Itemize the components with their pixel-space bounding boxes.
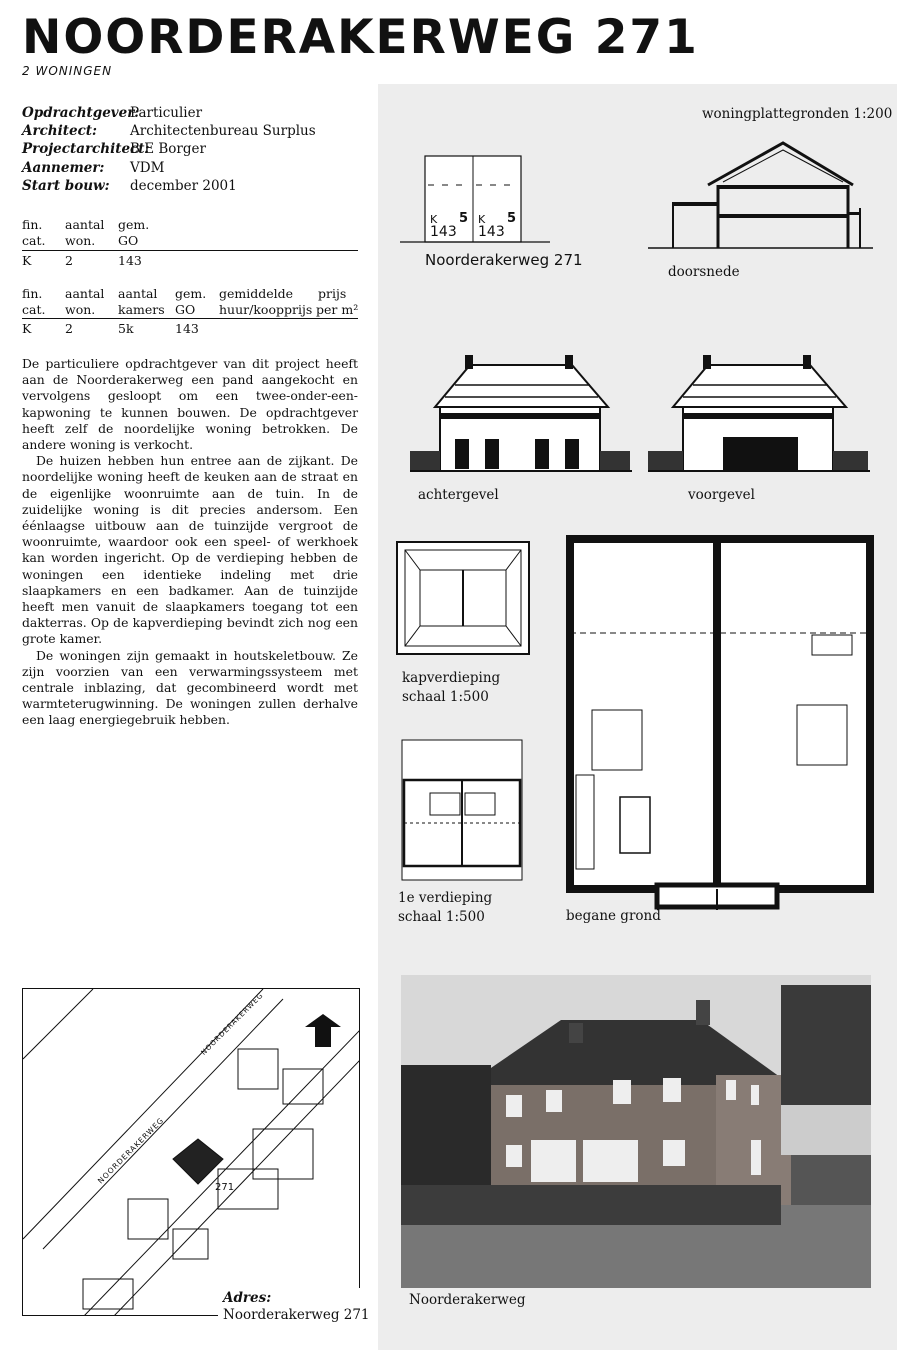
meta-value: december 2001 — [130, 177, 237, 194]
paragraph: De particuliere opdrachtgever van dit project heeft aan de Noorderakerweg een pand aangekocht en vervolgens gesloopt om een twee-onder-een-kapwoning te kunnen bouwen. De opdrachtgever heeft zelf de noordelijke woning betrokken. De andere woning is verkocht. — [22, 356, 358, 453]
house-photo — [401, 975, 871, 1288]
voorgevel-drawing — [648, 355, 873, 475]
meta-value: B E Borger — [130, 141, 206, 158]
meta-key: Projectarchitect: — [22, 141, 150, 158]
achtergevel-drawing — [410, 355, 635, 475]
table-cell: 2 — [65, 321, 73, 336]
plattegronden-label: woningplattegronden 1:200 — [702, 106, 893, 122]
meta-row — [22, 140, 316, 158]
table-header: fin. — [22, 286, 43, 301]
street-label: NOORDERAKERWEG — [199, 991, 266, 1057]
table-header: per m² — [316, 302, 359, 317]
table-cell: K — [22, 321, 32, 336]
table-cell: K — [22, 253, 32, 268]
voorgevel-label: voorgevel — [688, 487, 755, 503]
key-k1: K — [430, 213, 438, 226]
table-header: aantal — [118, 286, 158, 301]
paragraph: De woningen zijn gemaakt in houtskeletbouw. Ze zijn voorzien van een verwarmingssysteem met centrale inblazing, dat gecombineerd wordt met warmteterugwinning. De woningen zullen derhalve een laag energiegebruik hebben. — [22, 647, 358, 728]
project-meta — [22, 104, 316, 195]
key-v2: 143 — [478, 224, 505, 240]
page-title: NOORDERAKERWEG 271 — [22, 10, 699, 65]
begane-grond-label: begane grond — [566, 908, 661, 924]
table-header: cat. — [22, 302, 46, 317]
table-header: won. — [65, 302, 96, 317]
meta-row — [22, 159, 316, 177]
verdieping-label: 1e verdieping — [398, 890, 493, 906]
key-n2: 5 — [507, 211, 517, 226]
table-cell: 2 — [65, 253, 73, 268]
table-cell: 143 — [118, 253, 142, 268]
meta-value: Architectenbureau Surplus — [130, 123, 316, 140]
table-header: won. — [65, 233, 96, 248]
kapverdieping-drawing — [395, 540, 535, 660]
meta-row — [22, 104, 316, 122]
table-header: cat. — [22, 233, 46, 248]
body-text — [22, 356, 358, 729]
table-header: kamers — [118, 302, 165, 317]
key-v1: 143 — [430, 224, 457, 240]
table-header: fin. — [22, 217, 43, 232]
doorsnede-label: doorsnede — [668, 264, 740, 280]
site-map-drawing — [23, 989, 360, 1316]
photo-drawing — [401, 975, 871, 1288]
key-n1: 5 — [459, 211, 469, 226]
address-value: Noorderakerweg 271 — [223, 1307, 370, 1323]
street-label: NOORDERAKERWEG — [95, 1115, 166, 1186]
meta-key: Architect: — [22, 123, 98, 140]
table-header: gem. — [175, 286, 207, 301]
key-k2: K — [478, 213, 486, 226]
meta-row — [22, 177, 316, 195]
section-drawing — [648, 140, 878, 255]
meta-key: Start bouw: — [22, 177, 110, 194]
table-header: prijs — [318, 286, 347, 301]
photo-caption: Noorderakerweg — [409, 1292, 526, 1308]
kapverdieping-scale: schaal 1:500 — [402, 689, 489, 705]
key-caption: Noorderakerweg 271 — [425, 251, 583, 269]
paragraph: De huizen hebben hun entree aan de zijkant. De noordelijke woning heeft de keuken aan de straat en de eigenlijke woonruimte aan de tuin. In de zuidelijke woning is dit precies andersom. Een éénlaagse uitbouw aan de tuinzijde vergroot de woonruimte, waardoor ook een speel- of werkhoek kan worden ingericht. Op de verdieping hebben de woningen een identieke indeling met drie slaapkamers en een badkamer. Aan de tuinzijde heeft men vanuit de slaapkamers toegang tot een dakterras. Op de kapverdieping bevindt zich nog een grote kamer. — [22, 453, 358, 647]
table-rule — [22, 318, 358, 319]
meta-value: VDM — [130, 159, 165, 176]
page-subtitle: 2 WONINGEN — [22, 64, 113, 78]
table-header: huur/koopprijs — [219, 302, 313, 317]
table-cell: 5k — [118, 321, 134, 336]
table-header: GO — [118, 233, 139, 248]
meta-key: Opdrachtgever: — [22, 105, 140, 121]
map-number: 271 — [215, 1182, 235, 1193]
table-header: aantal — [65, 286, 105, 301]
table-rule — [22, 250, 358, 251]
table-header: gem. — [118, 217, 150, 232]
verdieping-scale: schaal 1:500 — [398, 909, 485, 925]
site-map — [22, 988, 360, 1316]
meta-row — [22, 122, 316, 140]
address-label: Adres: — [223, 1290, 272, 1306]
table-header: gemiddelde — [219, 286, 294, 301]
verdieping-drawing — [400, 738, 525, 886]
table-cell: 143 — [175, 321, 199, 336]
meta-key: Aannemer: — [22, 159, 105, 176]
kapverdieping-label: kapverdieping — [402, 670, 501, 686]
table-header: GO — [175, 302, 196, 317]
table-header: aantal — [65, 217, 105, 232]
begane-grond-drawing — [562, 535, 877, 910]
achtergevel-label: achtergevel — [418, 487, 499, 503]
meta-value: Particulier — [130, 105, 203, 121]
